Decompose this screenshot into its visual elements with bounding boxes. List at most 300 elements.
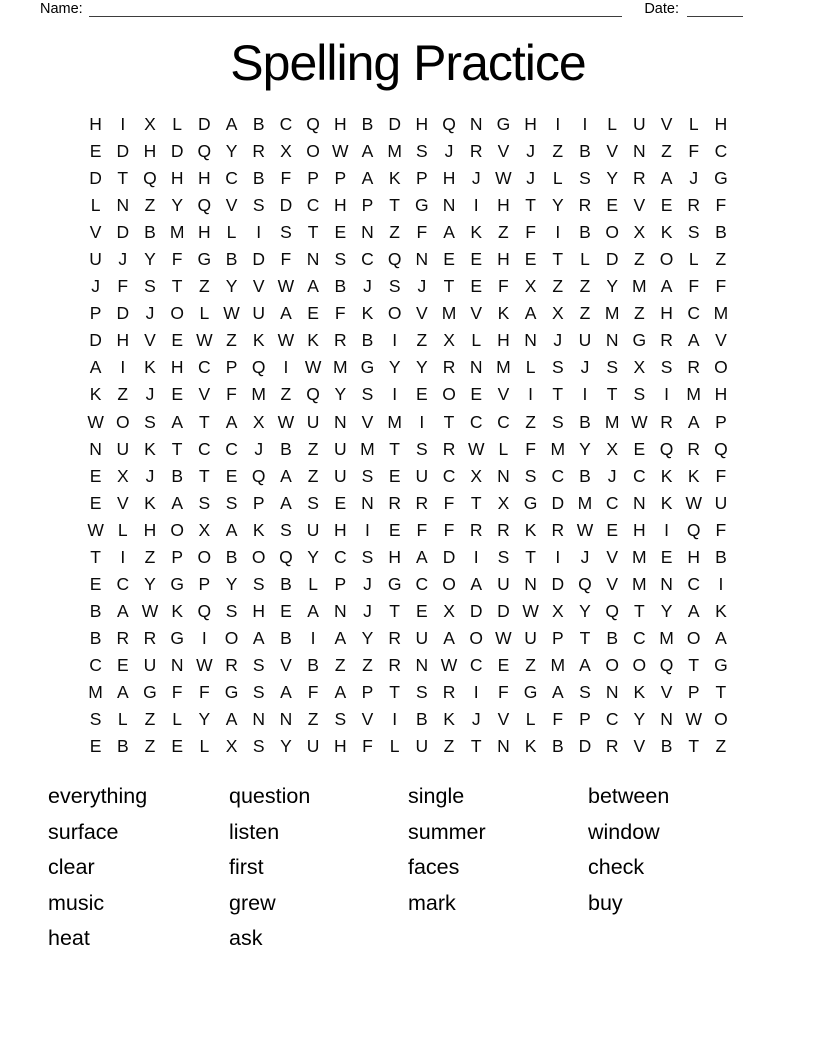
word-list-item: heat — [48, 926, 90, 950]
grid-letter: B — [307, 654, 319, 675]
grid-letter: E — [470, 384, 483, 405]
grid-letter: V — [361, 411, 374, 432]
grid-letter: F — [443, 492, 455, 513]
grid-letter: I — [555, 114, 561, 135]
grid-letter: R — [660, 330, 673, 351]
grid-letter: N — [660, 709, 673, 730]
grid-letter: M — [713, 303, 729, 324]
grid-letter: Z — [362, 654, 373, 675]
grid-letter: E — [470, 249, 483, 270]
grid-letter: K — [660, 222, 673, 243]
grid-letter: Y — [388, 357, 401, 378]
grid-letter: C — [687, 303, 701, 324]
grid-letter: S — [144, 276, 156, 297]
grid-letter: R — [442, 357, 456, 378]
grid-letter: E — [171, 330, 183, 351]
grid-letter: C — [469, 411, 483, 432]
grid-letter: V — [470, 303, 483, 324]
grid-letter: W — [277, 411, 295, 432]
grid-letter: F — [280, 249, 292, 270]
grid-letter: U — [578, 330, 592, 351]
grid-letter: F — [171, 682, 183, 702]
grid-letter: S — [687, 222, 700, 243]
grid-letter: F — [498, 682, 509, 702]
grid-letter: J — [607, 465, 617, 486]
grid-letter: P — [334, 573, 347, 594]
grid-letter: C — [225, 438, 238, 459]
grid-letter: J — [91, 276, 100, 297]
grid-letter: M — [686, 384, 701, 405]
grid-letter: U — [306, 411, 320, 432]
grid-letter: F — [525, 438, 536, 459]
grid-letter: V — [606, 546, 618, 567]
grid-letter: J — [689, 168, 699, 189]
grid-letter: I — [256, 222, 262, 243]
grid-letter: S — [551, 357, 564, 378]
grid-letter: H — [497, 195, 510, 216]
grid-letter: S — [252, 682, 265, 702]
grid-letter: H — [143, 141, 157, 162]
grid-letter: X — [606, 438, 618, 459]
grid-letter: N — [524, 330, 537, 351]
grid-letter: N — [605, 330, 619, 351]
grid-letter: Y — [225, 141, 238, 162]
grid-letter: J — [444, 141, 454, 162]
grid-letter: Q — [251, 357, 266, 378]
grid-letter: D — [252, 249, 266, 270]
grid-letter: U — [415, 465, 429, 486]
grid-letter: T — [171, 276, 183, 297]
grid-letter: K — [307, 330, 319, 351]
grid-letter: H — [89, 114, 102, 135]
grid-letter: V — [361, 709, 374, 730]
grid-letter: C — [198, 438, 211, 459]
grid-letter: J — [471, 709, 481, 730]
grid-letter: F — [688, 276, 700, 297]
grid-letter: U — [306, 736, 320, 757]
grid-letter: R — [469, 519, 483, 540]
grid-letter: G — [523, 492, 538, 513]
grid-letter: Q — [659, 438, 674, 459]
grid-letter: Q — [306, 114, 320, 135]
grid-letter: S — [551, 411, 564, 432]
grid-letter: U — [333, 438, 347, 459]
grid-letter: V — [144, 330, 156, 351]
grid-letter: E — [524, 249, 537, 270]
grid-letter: Z — [334, 654, 346, 675]
grid-letter: Z — [416, 330, 428, 351]
grid-letter: W — [87, 519, 104, 540]
word-list-item: listen — [229, 819, 280, 844]
grid-letter: R — [687, 357, 701, 378]
grid-letter: A — [361, 168, 374, 189]
grid-letter: D — [116, 141, 130, 162]
grid-letter: Y — [660, 600, 673, 621]
grid-letter: H — [388, 546, 401, 567]
grid-letter: Z — [144, 546, 156, 567]
grid-letter: D — [89, 168, 102, 189]
grid-letter: M — [632, 546, 647, 567]
grid-letter: Y — [416, 357, 428, 378]
grid-letter: J — [553, 330, 563, 351]
grid-letter: I — [528, 384, 534, 405]
grid-letter: F — [334, 303, 346, 324]
grid-letter: E — [470, 276, 483, 297]
grid-letter: Z — [117, 384, 129, 405]
grid-letter: N — [633, 141, 646, 162]
grid-letter: E — [388, 465, 401, 486]
grid-letter: L — [199, 303, 210, 324]
grid-letter: Y — [579, 438, 591, 459]
word-list-column — [408, 779, 588, 957]
grid-letter: I — [473, 546, 479, 567]
grid-letter: A — [443, 627, 455, 648]
date-label: Date: — [644, 1, 679, 17]
grid-letter: P — [307, 168, 319, 189]
grid-letter: O — [170, 303, 184, 324]
grid-letter: W — [304, 357, 322, 378]
grid-letter: O — [197, 546, 212, 567]
grid-letter: L — [580, 249, 590, 270]
grid-letter: R — [578, 195, 592, 216]
grid-letter: B — [606, 627, 618, 648]
grid-letter: D — [116, 222, 130, 243]
page-title: Spelling Practice — [230, 35, 586, 91]
grid-letter: T — [307, 222, 319, 243]
grid-letter: P — [715, 411, 727, 432]
grid-letter: L — [688, 114, 699, 135]
grid-letter: A — [116, 600, 129, 621]
grid-letter: W — [685, 709, 702, 730]
grid-letter: V — [225, 195, 238, 216]
grid-letter: D — [551, 492, 565, 513]
grid-letter: F — [498, 276, 509, 297]
grid-letter: X — [225, 736, 238, 757]
grid-letter: D — [469, 600, 483, 621]
grid-letter: K — [144, 492, 156, 513]
grid-letter: K — [497, 303, 510, 324]
grid-letter: T — [90, 546, 101, 567]
grid-letter: H — [633, 519, 646, 540]
word-list-item: faces — [408, 855, 460, 879]
grid-letter: D — [551, 573, 565, 594]
grid-letter: L — [552, 168, 563, 189]
word-list-item: clear — [48, 855, 95, 879]
grid-letter: B — [334, 276, 347, 297]
grid-letter: P — [579, 709, 591, 730]
grid-letter: S — [524, 465, 537, 486]
grid-letter: Z — [280, 384, 292, 405]
grid-letter: T — [552, 249, 564, 270]
grid-letter: S — [660, 357, 673, 378]
grid-letter: R — [415, 492, 429, 513]
grid-letter: E — [660, 195, 673, 216]
grid-letter: L — [117, 709, 128, 730]
grid-letter: S — [252, 195, 265, 216]
grid-letter: S — [225, 492, 238, 513]
word-list-item: first — [229, 855, 264, 879]
grid-letter: V — [497, 709, 510, 730]
word-list-item: summer — [408, 819, 486, 844]
grid-letter: D — [198, 114, 211, 135]
grid-letter: M — [387, 411, 402, 432]
grid-letter: X — [497, 492, 510, 513]
grid-letter: N — [660, 573, 673, 594]
grid-letter: Q — [442, 114, 456, 135]
grid-letter: O — [659, 249, 674, 270]
grid-letter: A — [443, 222, 455, 243]
grid-letter: Y — [307, 546, 319, 567]
grid-letter: S — [579, 682, 591, 702]
grid-letter: D — [605, 249, 619, 270]
grid-letter: C — [714, 141, 728, 162]
grid-letter: K — [144, 357, 156, 378]
grid-letter: W — [440, 654, 458, 675]
grid-letter: U — [143, 654, 157, 675]
grid-letter: I — [392, 709, 398, 730]
grid-letter: S — [280, 222, 292, 243]
grid-letter: X — [524, 276, 537, 297]
grid-letter: S — [606, 357, 618, 378]
grid-letter: R — [116, 627, 130, 648]
grid-letter: I — [201, 627, 207, 648]
grid-letter: Z — [226, 330, 237, 351]
grid-letter: L — [199, 736, 210, 757]
grid-letter: G — [523, 682, 538, 702]
grid-letter: A — [307, 600, 319, 621]
grid-letter: Q — [197, 141, 212, 162]
grid-letter: J — [580, 546, 590, 567]
date-fill-line — [687, 2, 743, 17]
grid-letter: O — [632, 654, 647, 675]
grid-letter: V — [252, 276, 265, 297]
grid-letter: R — [551, 519, 565, 540]
grid-letter: Q — [714, 438, 728, 459]
grid-letter: A — [687, 330, 700, 351]
grid-letter: P — [551, 627, 564, 648]
grid-letter: W — [467, 438, 485, 459]
grid-letter: A — [307, 276, 319, 297]
grid-letter: H — [333, 195, 347, 216]
grid-letter: Y — [171, 195, 183, 216]
grid-letter: V — [633, 195, 646, 216]
grid-letter: S — [579, 168, 591, 189]
grid-letter: Y — [334, 384, 347, 405]
grid-letter: E — [416, 600, 428, 621]
grid-letter: R — [143, 627, 157, 648]
grid-letter: Z — [633, 249, 645, 270]
grid-letter: B — [252, 168, 265, 189]
grid-letter: E — [388, 519, 401, 540]
word-list-column — [588, 779, 669, 957]
grid-letter: B — [144, 222, 156, 243]
grid-letter: C — [306, 195, 320, 216]
grid-letter: V — [116, 492, 129, 513]
grid-letter: W — [522, 600, 539, 621]
grid-letter: K — [443, 709, 455, 730]
word-list-column — [229, 779, 408, 957]
grid-letter: Z — [633, 303, 645, 324]
grid-letter: O — [170, 519, 184, 540]
grid-letter: B — [171, 465, 183, 486]
grid-letter: T — [171, 438, 183, 459]
grid-letter: C — [605, 492, 619, 513]
grid-letter: Q — [197, 195, 212, 216]
grid-letter: S — [416, 141, 428, 162]
grid-letter: I — [555, 222, 561, 243]
grid-letter: W — [332, 141, 349, 162]
grid-letter: A — [687, 411, 700, 432]
grid-letter: A — [660, 276, 673, 297]
grid-letter: A — [470, 573, 483, 594]
grid-letter: A — [334, 682, 347, 702]
grid-letter: J — [526, 141, 535, 162]
grid-letter: A — [89, 357, 102, 378]
grid-letter: K — [687, 465, 700, 486]
grid-letter: N — [252, 709, 266, 730]
grid-letter: S — [361, 384, 374, 405]
grid-letter: V — [660, 682, 673, 702]
grid-letter: U — [497, 573, 510, 594]
grid-letter: Z — [498, 222, 509, 243]
word-list-item: question — [229, 784, 311, 808]
grid-letter: O — [714, 709, 728, 730]
grid-letter: X — [633, 357, 646, 378]
grid-letter: G — [360, 357, 375, 378]
grid-letter: T — [389, 682, 400, 702]
grid-letter: E — [334, 492, 347, 513]
grid-letter: H — [660, 303, 673, 324]
grid-letter: H — [333, 736, 347, 757]
grid-letter: L — [498, 438, 509, 459]
grid-letter: Q — [659, 654, 674, 675]
grid-letter: Q — [605, 600, 619, 621]
grid-letter: D — [497, 600, 510, 621]
grid-letter: J — [254, 438, 264, 459]
grid-letter: V — [497, 384, 510, 405]
grid-letter: A — [225, 519, 238, 540]
grid-letter: C — [116, 573, 130, 594]
grid-letter: B — [116, 736, 129, 757]
grid-letter: A — [225, 411, 238, 432]
grid-letter: A — [280, 682, 292, 702]
grid-letter: U — [524, 627, 537, 648]
grid-letter: T — [389, 600, 400, 621]
grid-letter: Y — [606, 168, 618, 189]
grid-letter: K — [524, 519, 537, 540]
grid-letter: H — [198, 222, 211, 243]
grid-letter: G — [143, 682, 157, 702]
grid-letter: X — [443, 330, 455, 351]
word-list-item: buy — [588, 890, 623, 915]
grid-letter: F — [171, 249, 183, 270]
grid-letter: R — [660, 411, 673, 432]
word-list-item: surface — [48, 819, 119, 844]
grid-letter: K — [524, 736, 537, 757]
grid-letter: Y — [144, 249, 156, 270]
grid-letter: K — [361, 303, 374, 324]
grid-letter: I — [120, 114, 126, 135]
grid-letter: T — [688, 654, 700, 675]
grid-letter: F — [416, 519, 428, 540]
grid-letter: Z — [525, 411, 536, 432]
grid-letter: R — [687, 438, 701, 459]
grid-letter: T — [443, 276, 455, 297]
grid-letter: A — [361, 141, 374, 162]
grid-letter: E — [660, 546, 673, 567]
grid-letter: Z — [579, 276, 591, 297]
word-list-item: check — [588, 855, 645, 879]
grid-letter: N — [497, 465, 510, 486]
grid-letter: M — [550, 654, 566, 675]
grid-letter: J — [145, 465, 155, 486]
grid-letter: G — [496, 114, 511, 135]
grid-letter: B — [579, 222, 591, 243]
grid-letter: V — [280, 654, 292, 675]
grid-letter: Q — [306, 384, 320, 405]
grid-letter: M — [360, 438, 375, 459]
grid-letter: A — [280, 465, 292, 486]
grid-letter: B — [579, 411, 591, 432]
grid-letter: N — [306, 249, 320, 270]
grid-letter: H — [170, 357, 184, 378]
grid-letter: Y — [579, 600, 591, 621]
word-list-item: everything — [48, 784, 148, 808]
grid-letter: I — [664, 384, 669, 405]
grid-letter: E — [89, 573, 102, 594]
grid-letter: O — [442, 384, 456, 405]
grid-letter: Z — [661, 141, 672, 162]
grid-letter: S — [307, 492, 319, 513]
grid-letter: D — [116, 303, 130, 324]
grid-letter: G — [170, 573, 184, 594]
grid-letter: O — [686, 627, 701, 648]
grid-letter: L — [308, 573, 318, 594]
grid-letter: E — [171, 384, 183, 405]
grid-letter: X — [116, 465, 129, 486]
grid-letter: J — [145, 303, 155, 324]
grid-letter: U — [633, 114, 646, 135]
grid-letter: D — [388, 114, 401, 135]
grid-letter: H — [333, 114, 347, 135]
grid-letter: I — [555, 546, 561, 567]
grid-letter: C — [687, 573, 701, 594]
grid-letter: M — [604, 411, 620, 432]
grid-letter: G — [714, 168, 728, 189]
grid-letter: E — [334, 222, 347, 243]
grid-letter: E — [280, 600, 292, 621]
grid-letter: A — [687, 600, 700, 621]
grid-letter: B — [579, 465, 591, 486]
grid-letter: W — [495, 627, 512, 648]
grid-letter: C — [497, 411, 510, 432]
grid-letter: X — [470, 465, 483, 486]
grid-letter: M — [604, 303, 620, 324]
grid-letter: Y — [606, 276, 618, 297]
grid-letter: W — [196, 330, 213, 351]
grid-letter: A — [252, 627, 265, 648]
grid-letter: H — [442, 168, 456, 189]
grid-letter: M — [632, 573, 647, 594]
grid-letter: M — [251, 384, 266, 405]
grid-letter: T — [198, 465, 210, 486]
grid-letter: G — [197, 249, 212, 270]
grid-letter: R — [442, 438, 456, 459]
grid-letter: J — [471, 168, 481, 189]
grid-letter: Y — [361, 627, 374, 648]
grid-letter: O — [605, 654, 619, 675]
grid-letter: K — [715, 600, 727, 621]
